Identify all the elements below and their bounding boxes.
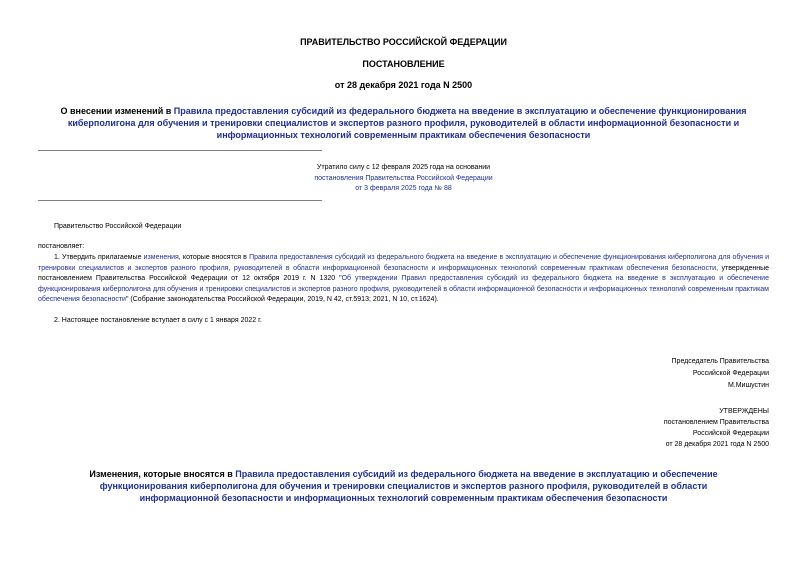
signature-line1: Председатель Правительства: [671, 358, 769, 365]
changes-title-link[interactable]: Правила предоставления субсидий из федерального бюджета на введение в эксплуатацию и обеспечение функционирования киберполигона для обучения и тренировки специалистов и экспертов разного профиля, руководителей в области информационной безопасности и информационных технологий современным практикам обеспечения безопасности: [99, 469, 718, 503]
resolves-text: постановляет:: [38, 243, 85, 250]
divider-bottom: [38, 200, 322, 201]
status-note-line2[interactable]: постановления Правительства Российской Федерации: [314, 174, 493, 182]
approval-block: [664, 406, 769, 450]
approval-line3: Российской Федерации: [692, 430, 769, 437]
p1-text-d: " (Собрание законодательства Российской Федерации, 2019, N 42, ст.5913; 2021, N 10, ст.1624).: [125, 296, 439, 303]
p1-link-resolution[interactable]: Об утверждении Правил предоставления субсидий из федерального бюджета на введение в эксплуатацию и обеспечение функционирования киберполигона для обучения и тренировки специалистов и экспертов разного профиля, руководителей в области информационной безопасности и информационных технологий современным практикам обеспечения безопасности: [38, 275, 769, 303]
signature-line2: Российской Федерации: [692, 370, 769, 377]
status-note-line3[interactable]: от 3 февраля 2025 года № 88: [355, 185, 452, 192]
approval-line4: от 28 декабря 2021 года N 2500: [665, 441, 769, 448]
changes-title-prefix: Изменения, которые вносятся в: [89, 469, 236, 479]
divider-top: [38, 150, 322, 151]
p1-text-b: , которые вносятся в: [178, 254, 250, 261]
doc-date-number: от 28 декабря 2021 года N 2500: [334, 80, 473, 90]
doc-title: [60, 105, 747, 141]
issuer-heading: ПРАВИТЕЛЬСТВО РОССИЙСКОЙ ФЕДЕРАЦИИ: [300, 37, 507, 47]
preamble: Правительство Российской Федерации: [54, 223, 182, 230]
status-note-line1: Утратило силу с 12 февраля 2025 года на основании: [316, 164, 491, 171]
p1-link-rules[interactable]: Правила предоставления субсидий из федерального бюджета на введение в эксплуатацию и обеспечение функционирования киберполигона для обучения и тренировки специалистов и экспертов разного профиля, руководителей в области информационной безопасности и информационных технологий современным практикам обеспечения безопасности: [38, 254, 769, 272]
paragraph-2: 2. Настоящее постановление вступает в силу с 1 января 2022 г.: [54, 317, 262, 324]
signature-line3: М.Мишустин: [727, 382, 769, 389]
doc-type-heading: ПОСТАНОВЛЕНИЕ: [362, 59, 445, 69]
p1-text-c: , утвержденные постановлением Правительства Российской Федерации от 12 октября 2019 г. N 1320 ": [38, 264, 769, 282]
doc-title-prefix: О внесении изменений в: [60, 106, 174, 116]
doc-title-link[interactable]: Правила предоставления субсидий из федерального бюджета на введение в эксплуатацию и обеспечение функционирования киберполигона для обучения и тренировки специалистов и экспертов разного профиля, руководителей в области информационной безопасности и информационных технологий современным практикам обеспечения безопасности: [67, 106, 747, 140]
approval-line1: УТВЕРЖДЕНЫ: [719, 408, 769, 415]
paragraph-1: [38, 253, 769, 306]
signature-block: [672, 356, 769, 392]
p1-text-a: 1. Утвердить прилагаемые: [54, 254, 144, 261]
p1-link-changes[interactable]: изменения: [143, 254, 179, 261]
approval-line2: постановлением Правительства: [663, 419, 769, 426]
changes-title: [60, 468, 747, 504]
status-note: [250, 163, 557, 195]
